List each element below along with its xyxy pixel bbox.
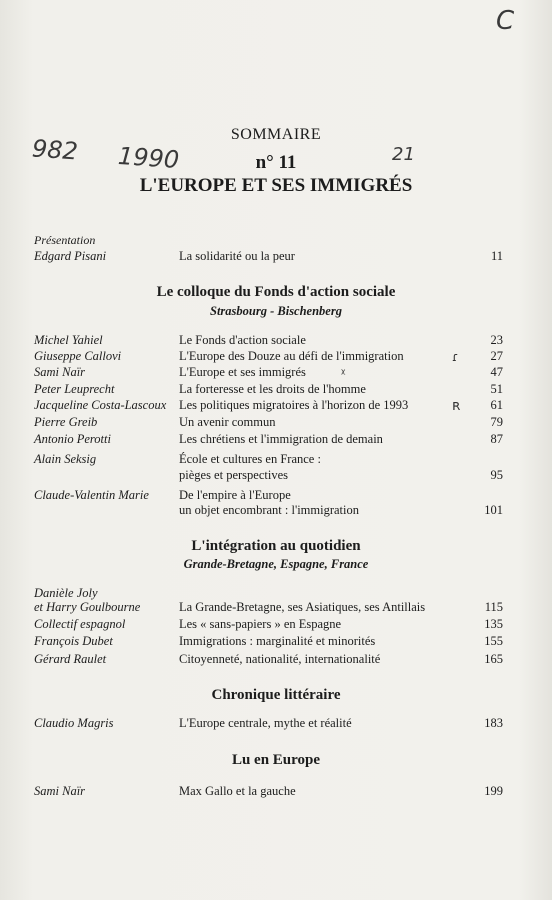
toc-entry	[0, 333, 552, 349]
toc-entry-continuation	[0, 503, 552, 519]
entry-title: pièges et perspectives	[179, 468, 288, 482]
entry-page: 27	[490, 349, 503, 363]
entry-title: Le Fonds d'action sociale	[179, 333, 306, 347]
presentation-label: Présentation	[34, 233, 96, 247]
entry-author: Sami Naïr	[34, 365, 86, 379]
entry-author: Collectif espagnol	[34, 617, 126, 631]
section-subtitle-colloque: Strasbourg - Bischenberg	[210, 304, 342, 318]
section-title-integration: L'intégration au quotidien	[191, 538, 361, 554]
toc-entry	[0, 382, 552, 398]
entry-title: L'Europe centrale, mythe et réalité	[179, 716, 352, 730]
entry-page: 101	[484, 503, 503, 517]
entry-author: Pierre Greib	[34, 415, 98, 429]
section-title-colloque: Le colloque du Fonds d'action sociale	[156, 284, 396, 300]
toc-entry	[0, 716, 552, 732]
toc-entry	[0, 452, 552, 468]
entry-title: Citoyenneté, nationalité, internationalité	[179, 652, 381, 666]
pencil-tick-mark: ʀ	[452, 398, 461, 414]
entry-title: École et cultures en France :	[179, 452, 321, 466]
toc-entry	[0, 398, 552, 414]
entry-page: 61	[490, 398, 503, 412]
toc-entry	[0, 600, 552, 616]
entry-page: 199	[484, 784, 503, 798]
toc-entry	[0, 432, 552, 448]
toc-entry	[0, 652, 552, 668]
entry-author: Claude-Valentin Marie	[34, 488, 149, 502]
entry-author: François Dubet	[34, 634, 113, 648]
toc-entry	[0, 634, 552, 650]
entry-title: Les chrétiens et l'immigration de demain	[179, 432, 383, 446]
entry-title: La Grande-Bretagne, ses Asiatiques, ses Antillais	[179, 600, 426, 614]
entry-author: Giuseppe Callovi	[34, 349, 122, 363]
entry-author: Peter Leuprecht	[34, 382, 115, 396]
handwritten-corner-mark: C	[496, 6, 515, 36]
entry-title: un objet encombrant : l'immigration	[179, 503, 359, 517]
entry-title: L'Europe des Douze au défi de l'immigration	[179, 349, 404, 363]
toc-entry	[0, 617, 552, 633]
section-title-chronique: Chronique littéraire	[211, 687, 341, 703]
section-subtitle-integration: Grande-Bretagne, Espagne, France	[183, 557, 369, 571]
entry-author: Sami Naïr	[34, 784, 86, 798]
entry-page: 47	[490, 365, 503, 379]
entry-title: Immigrations : marginalité et minorités	[179, 634, 376, 648]
entry-author: Claudio Magris	[34, 716, 114, 730]
entry-author: Gérard Raulet	[34, 652, 107, 666]
section-title-lu-en-europe: Lu en Europe	[231, 752, 321, 768]
issue-number: n° 11	[255, 152, 297, 173]
toc-entry	[0, 349, 552, 365]
toc-entry	[0, 249, 552, 265]
entry-page: 79	[490, 415, 503, 429]
handwritten-number: 982	[31, 134, 79, 166]
entry-page: 95	[490, 468, 503, 482]
entry-page: 11	[490, 249, 503, 263]
entry-title: De l'empire à l'Europe	[179, 488, 291, 502]
entry-author: Edgard Pisani	[34, 249, 107, 263]
entry-author: et Harry Goulbourne	[34, 600, 141, 614]
entry-title: L'Europe et ses immigrés	[179, 365, 306, 379]
pencil-tick-mark: ɾ	[452, 350, 459, 364]
entry-author: Alain Seksig	[34, 452, 97, 466]
entry-page: 87	[490, 432, 503, 446]
entry-page: 135	[484, 617, 503, 631]
entry-author: Antonio Perotti	[34, 432, 111, 446]
entry-page: 183	[484, 716, 503, 730]
entry-page: 155	[484, 634, 503, 648]
entry-page: 165	[484, 652, 503, 666]
entry-page: 115	[484, 600, 503, 614]
toc-entry	[0, 488, 552, 504]
entry-author: Jacqueline Costa-Lascoux	[34, 398, 167, 412]
entry-title: Max Gallo et la gauche	[179, 784, 296, 798]
entry-author: Danièle Joly	[34, 586, 98, 600]
entry-title: La solidarité ou la peur	[179, 249, 295, 263]
sommaire-heading: SOMMAIRE	[230, 126, 322, 143]
handwritten-note: 21	[392, 144, 415, 165]
toc-entry-page-row	[0, 468, 552, 484]
toc-entry	[0, 784, 552, 800]
entry-title: Un avenir commun	[179, 415, 276, 429]
entry-page: 51	[490, 382, 503, 396]
entry-title: Les « sans-papiers » en Espagne	[179, 617, 342, 631]
entry-title: Les politiques migratoires à l'horizon de 1993	[179, 398, 409, 412]
entry-author: Michel Yahiel	[34, 333, 103, 347]
toc-entry	[0, 415, 552, 431]
pencil-tick-mark: ᵡ	[341, 366, 346, 380]
issue-title: L'EUROPE ET SES IMMIGRÉS	[139, 175, 413, 196]
entry-title: La forteresse et les droits de l'homme	[179, 382, 366, 396]
toc-entry	[0, 365, 552, 381]
entry-page: 23	[490, 333, 503, 347]
handwritten-year: 1990	[117, 141, 180, 175]
